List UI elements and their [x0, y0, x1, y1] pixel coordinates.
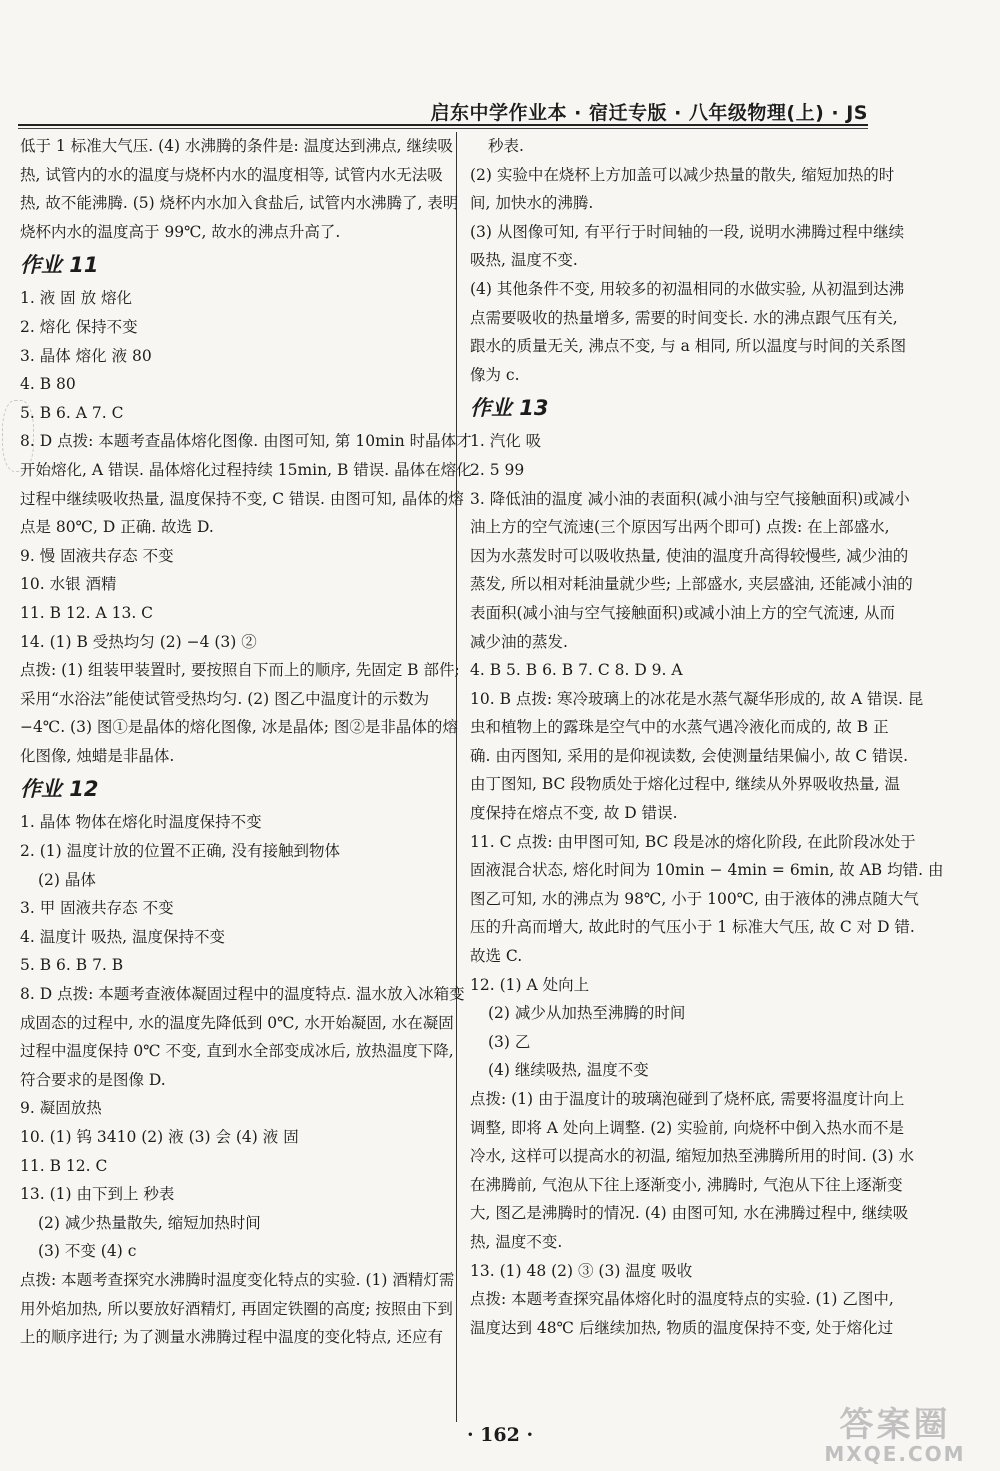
text-line: 过程中继续吸收热量, 温度保持不变, C 错误. 由图可知, 晶体的熔 — [20, 489, 464, 508]
text-line: 1. 液 固 放 熔化 — [20, 289, 132, 308]
text-line: (2) 减少热量散失, 缩短加热时间 — [38, 1213, 261, 1232]
text-line: 10. (1) 钨 3410 (2) 液 (3) 会 (4) 液 固 — [20, 1128, 299, 1146]
text-line: 2. 5 99 — [470, 460, 525, 479]
text-line: 图乙可知, 水的沸点为 98℃, 小于 100℃, 由于液体的沸点随大气 — [470, 889, 919, 908]
text-line: 大, 图乙是沸腾时的情况. (4) 由图可知, 水在沸腾过程中, 继续吸 — [470, 1204, 909, 1223]
text-line: 点需要吸收的热量增多, 需要的时间变长. 水的沸点跟气压有关, — [470, 308, 898, 327]
running-header: 启东中学作业本 · 宿迁专版 · 八年级物理(上) · JS — [430, 102, 868, 124]
text-line: 热, 试管内的水的温度与烧杯内水的温度相等, 试管内水无法吸 — [20, 165, 443, 184]
text-line: 蒸发, 所以相对耗油量就少些; 上部盛水, 夹层盛油, 还能减小油的 — [470, 575, 913, 594]
section-heading: 作业 12 — [20, 777, 99, 802]
text-line: 度保持在熔点不变, 故 D 错误. — [470, 804, 678, 823]
text-line: 3. 降低油的温度 减小油的表面积(减小油与空气接触面积)或减小 — [470, 489, 910, 508]
text-line: (2) 晶体 — [38, 870, 96, 889]
text-line: 13. (1) 48 (2) ③ (3) 温度 吸收 — [470, 1261, 693, 1280]
text-line: (3) 不变 (4) c — [38, 1242, 137, 1261]
text-line: 在沸腾前, 气泡从下往上逐渐变小, 沸腾时, 气泡从下往上逐渐变 — [470, 1175, 903, 1194]
text-line: 5. B 6. A 7. C — [20, 403, 124, 422]
watermark-main-text: 答案圈 — [839, 1405, 951, 1445]
text-line: 虫和植物上的露珠是空气中的水蒸气遇冷液化而成的, 故 B 正 — [470, 718, 889, 737]
text-line: 间, 加快水的沸腾. — [470, 194, 594, 213]
text-line: (2) 实验中在烧杯上方加盖可以减少热量的散失, 缩短加热的时 — [470, 165, 895, 184]
text-line: 采用“水浴法”能使试管受热均匀. (2) 图乙中温度计的示数为 — [20, 689, 430, 708]
text-line: (4) 继续吸热, 温度不变 — [488, 1061, 649, 1080]
text-line: 14. (1) B 受热均匀 (2) −4 (3) ② — [20, 632, 257, 651]
text-line: 用外焰加热, 所以要放好酒精灯, 再固定铁圈的高度; 按照由下到 — [20, 1299, 453, 1318]
text-line: 压的升高而增大, 故此时的气压小于 1 标准大气压, 故 C 对 D 错. — [470, 918, 915, 937]
text-line: 8. D 点拨: 本题考查晶体熔化图像. 由图可知, 第 10min 时晶体才 — [20, 432, 472, 451]
text-line: 4. B 80 — [20, 375, 76, 394]
text-line: 9. 凝固放热 — [20, 1099, 102, 1118]
text-line: 跟水的质量无关, 沸点不变, 与 a 相同, 所以温度与时间的关系图 — [470, 337, 907, 356]
text-line: 11. C 点拨: 由甲图可知, BC 段是冰的熔化阶段, 在此阶段冰处于 — [470, 832, 916, 851]
text-line: 过程中温度保持 0℃ 不变, 直到水全部变成冰后, 放热温度下降, — [20, 1042, 454, 1061]
text-line: 点拨: (1) 由于温度计的玻璃泡碰到了烧杯底, 需要将温度计向上 — [470, 1090, 905, 1108]
text-line: 点拨: 本题考查探究水沸腾时温度变化特点的实验. (1) 酒精灯需 — [20, 1270, 455, 1289]
text-line: 调整, 即将 A 处向上调整. (2) 实验前, 向烧杯中倒入热水而不是 — [470, 1118, 904, 1137]
text-line: (2) 减少从加热至沸腾的时间 — [488, 1004, 686, 1023]
text-line: 减少油的蒸发. — [470, 632, 568, 651]
text-line: 冷水, 这样可以提高水的初温, 缩短加热至沸腾所用的时间. (3) 水 — [470, 1147, 914, 1166]
text-line: 像为 c. — [470, 365, 520, 384]
text-line: 9. 慢 固液共存态 不变 — [20, 546, 174, 565]
text-line: 上的顺序进行; 为了测量水沸腾过程中温度的变化特点, 还应有 — [20, 1328, 444, 1347]
text-line: 2. (1) 温度计放的位置不正确, 没有接触到物体 — [20, 842, 340, 861]
text-line: 10. 水银 酒精 — [20, 575, 117, 594]
text-line: 点是 80℃, D 正确. 故选 D. — [20, 518, 214, 537]
page-number: · 162 · — [466, 1424, 534, 1446]
text-line: −4℃. (3) 图①是晶体的熔化图像, 冰是晶体; 图②是非晶体的熔 — [20, 718, 458, 737]
text-line: 12. (1) A 处向上 — [470, 975, 590, 994]
text-line: 温度达到 48℃ 后继续加热, 物质的温度保持不变, 处于熔化过 — [470, 1318, 894, 1337]
text-line: 确. 由丙图知, 采用的是仰视读数, 会使测量结果偏小, 故 C 错误. — [470, 746, 909, 765]
text-line: 11. B 12. A 13. C — [20, 603, 154, 622]
text-line: 低于 1 标准大气压. (4) 水沸腾的条件是: 温度达到沸点, 继续吸 — [20, 137, 453, 155]
text-line: 化图像, 烛蜡是非晶体. — [20, 746, 175, 765]
text-line: 开始熔化, A 错误. 晶体熔化过程持续 15min, B 错误. 晶体在熔化 — [20, 460, 472, 479]
text-line: 吸热, 温度不变. — [470, 251, 578, 270]
text-line: (3) 乙 — [488, 1032, 531, 1051]
text-line: 3. 晶体 熔化 液 80 — [20, 346, 152, 365]
text-line: 点拨: (1) 组装甲装置时, 要按照自下而上的顺序, 先固定 B 部件; — [20, 661, 460, 680]
text-line: 3. 甲 固液共存态 不变 — [20, 899, 174, 918]
text-line: 热, 故不能沸腾. (5) 烧杯内水加入食盐后, 试管内水沸腾了, 表明 — [20, 194, 459, 213]
text-line: 秒表. — [488, 137, 524, 155]
text-line: 由丁图知, BC 段物质处于熔化过程中, 继续从外界吸收热量, 温 — [470, 775, 901, 794]
text-line: 11. B 12. C — [20, 1156, 108, 1175]
header-rule-thin — [18, 128, 868, 129]
text-line: 1. 晶体 物体在熔化时温度保持不变 — [20, 813, 262, 832]
text-line: 表面积(减小油与空气接触面积)或减小油上方的空气流速, 从而 — [470, 603, 895, 622]
header-rule — [18, 124, 868, 126]
text-line: 1. 汽化 吸 — [470, 432, 542, 451]
text-line: 成固态的过程中, 水的温度先降低到 0℃, 水开始凝固, 水在凝固 — [20, 1013, 454, 1032]
text-line: 热, 温度不变. — [470, 1232, 563, 1251]
text-line: 油上方的空气流速(三个原因写出两个即可) 点拨: 在上部盛水, — [470, 518, 890, 537]
text-line: 故选 C. — [470, 947, 523, 966]
watermark-logo — [800, 1405, 990, 1467]
right-column — [470, 132, 944, 1342]
text-line: 4. 温度计 吸热, 温度保持不变 — [20, 927, 225, 946]
text-line: 4. B 5. B 6. B 7. C 8. D 9. A — [470, 661, 683, 680]
section-heading: 作业 13 — [470, 396, 549, 421]
text-line: 因为水蒸发时可以吸收热量, 使油的温度升高得较慢些, 减少油的 — [470, 546, 909, 565]
text-line: 固液混合状态, 熔化时间为 10min − 4min = 6min, 故 AB 均错. 由 — [470, 861, 944, 880]
watermark-sub-text: MXQE.COM — [824, 1442, 966, 1466]
text-line: 烧杯内水的温度高于 99℃, 故水的沸点升高了. — [20, 222, 341, 241]
text-line: 符合要求的是图像 D. — [20, 1070, 166, 1089]
column-divider — [456, 132, 457, 1422]
text-line: 点拨: 本题考查探究晶体熔化时的温度特点的实验. (1) 乙图中, — [470, 1290, 894, 1309]
section-heading: 作业 11 — [20, 253, 99, 278]
left-column — [20, 132, 472, 1352]
text-line: 10. B 点拨: 寒冷玻璃上的冰花是水蒸气凝华形成的, 故 A 错误. 昆 — [470, 689, 924, 708]
text-line: (3) 从图像可知, 有平行于时间轴的一段, 说明水沸腾过程中继续 — [470, 222, 905, 241]
text-line: 2. 熔化 保持不变 — [20, 317, 138, 336]
text-line: (4) 其他条件不变, 用较多的初温相同的水做实验, 从初温到达沸 — [470, 279, 905, 298]
text-line: 8. D 点拨: 本题考查液体凝固过程中的温度特点. 温水放入冰箱变 — [20, 985, 465, 1004]
text-line: 13. (1) 由下到上 秒表 — [20, 1185, 175, 1204]
text-line: 5. B 6. B 7. B — [20, 956, 124, 975]
